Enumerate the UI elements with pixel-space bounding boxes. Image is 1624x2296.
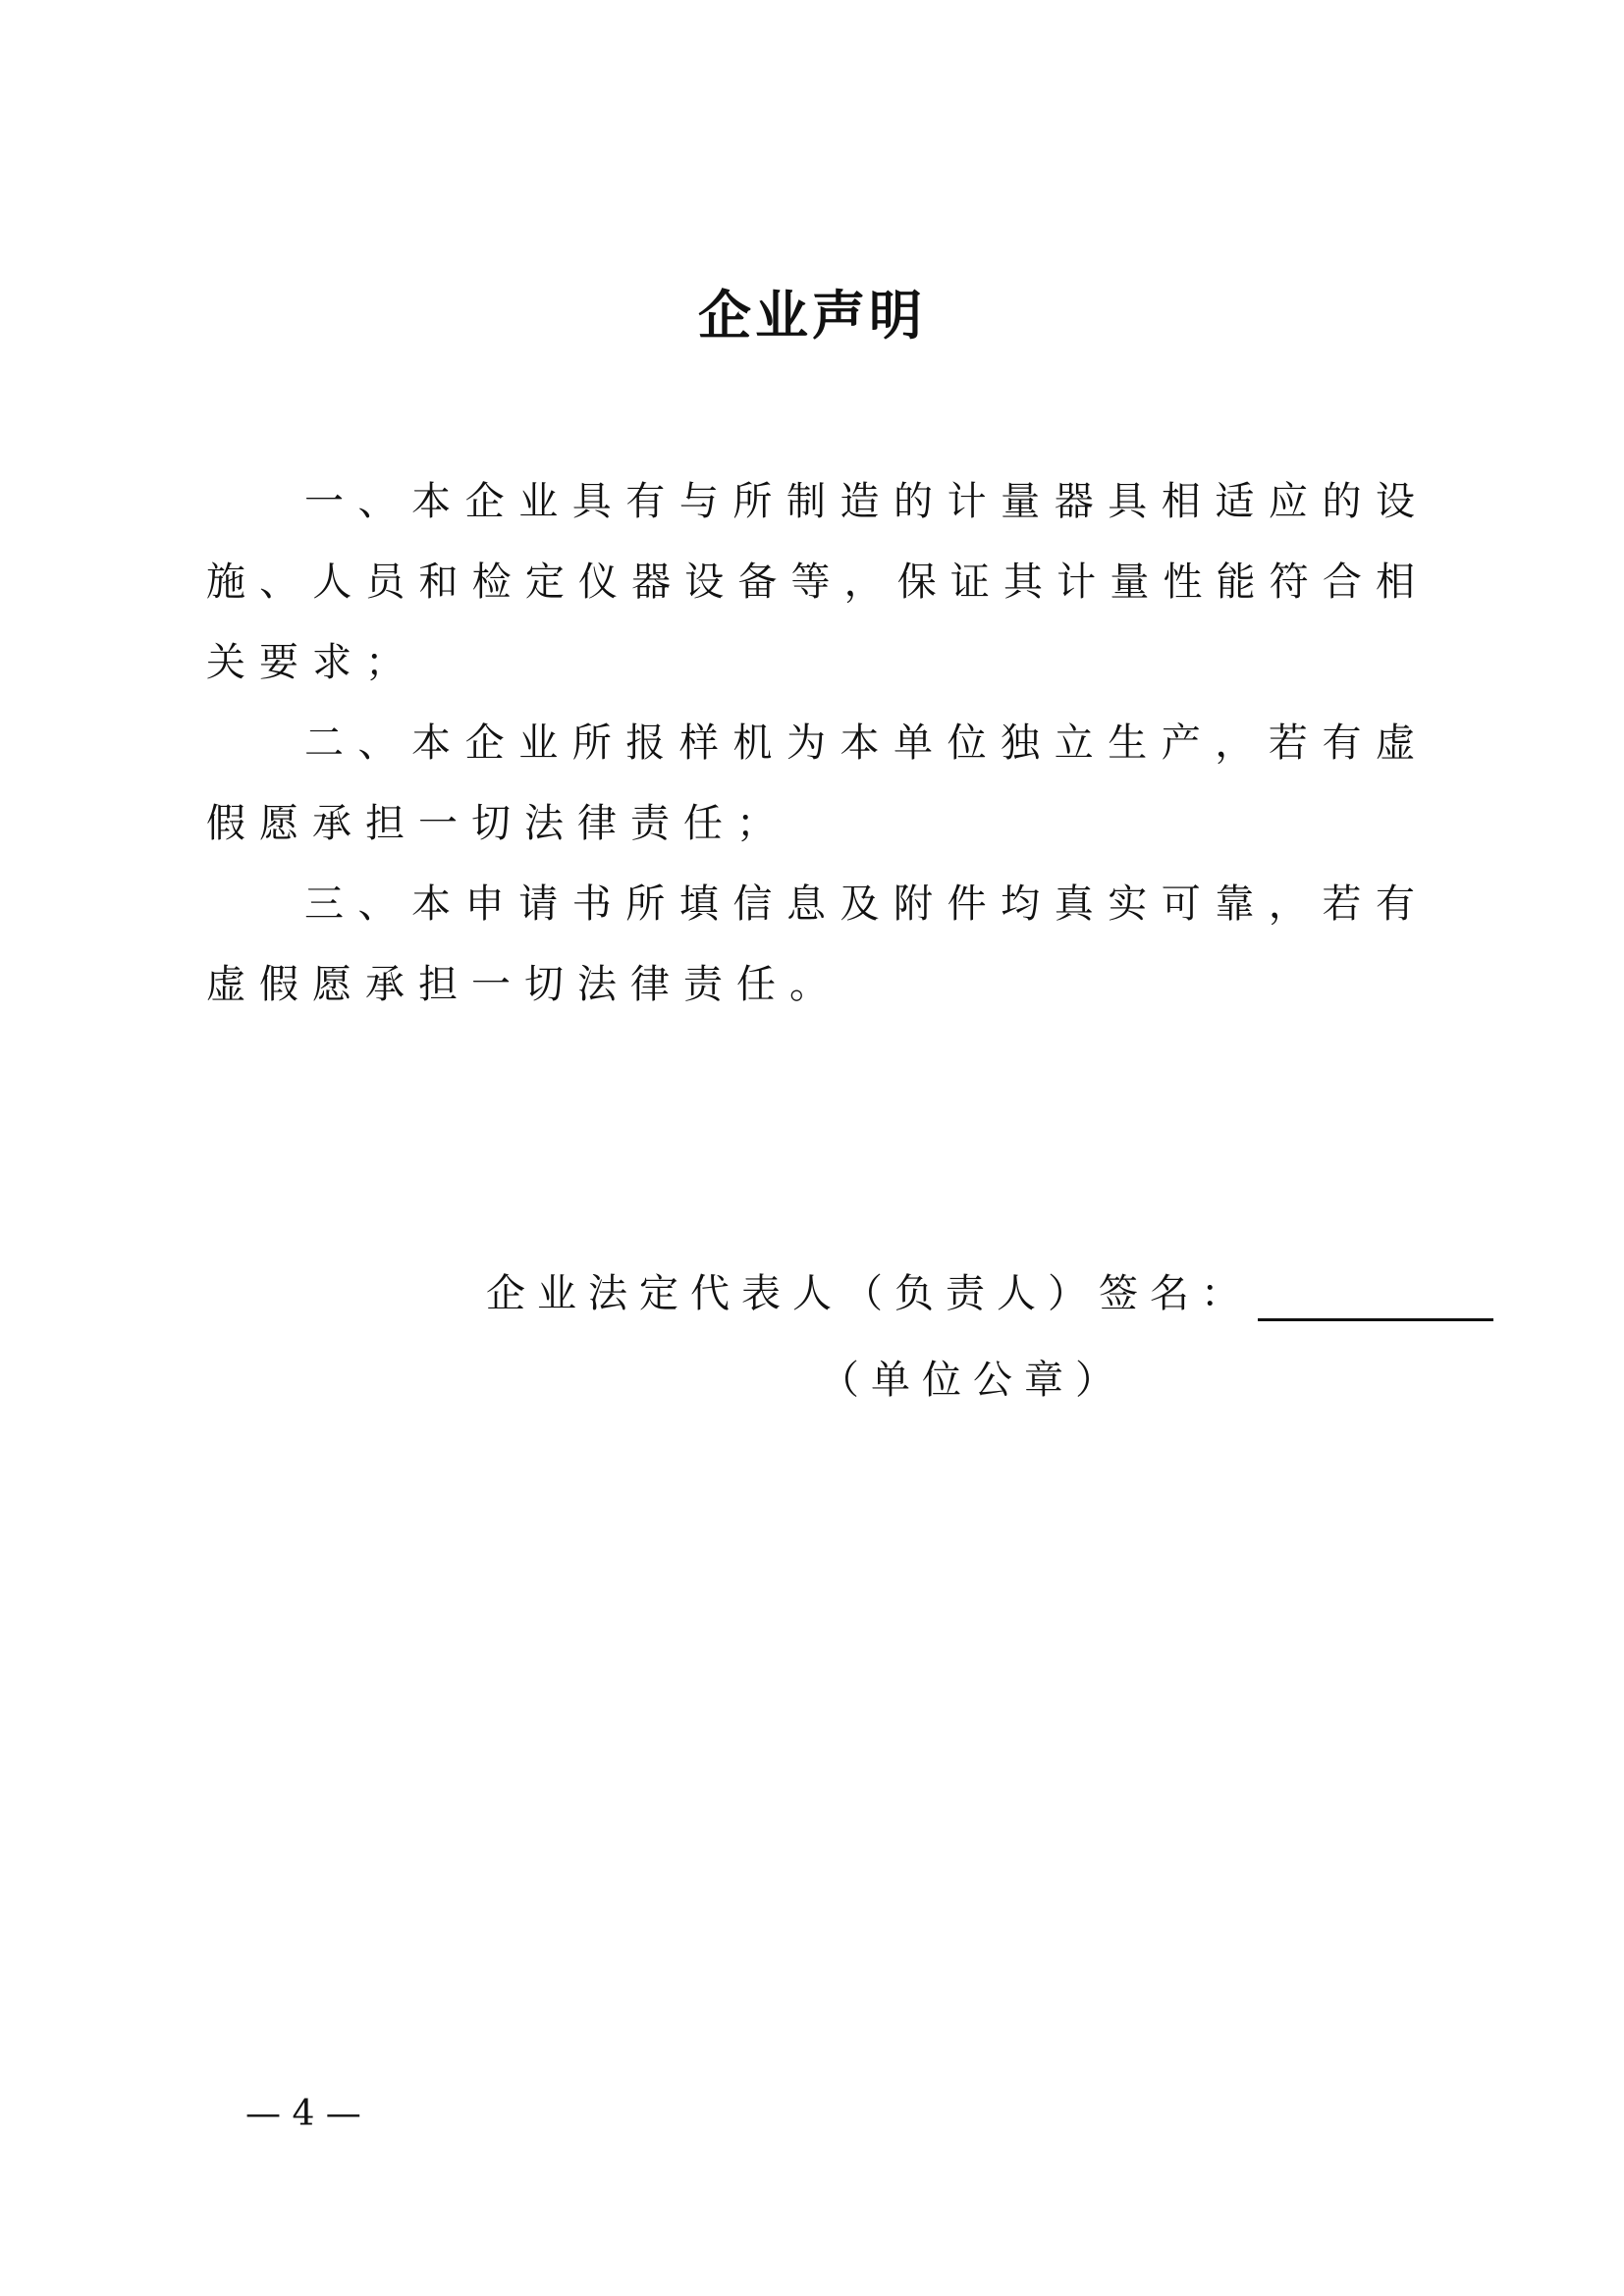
signature-field[interactable]: [1258, 1275, 1493, 1321]
page-number: — 4 —: [245, 2094, 361, 2134]
page-title: 企业声明: [698, 285, 926, 347]
signature-label: 企业法定代表人（负责人）签名：: [486, 1271, 1252, 1316]
signature-row: [486, 1266, 1493, 1321]
seal-label: （单位公章）: [820, 1358, 1126, 1403]
declaration-body: [206, 461, 1429, 1025]
declaration-item-2: 二、本企业所报样机为本单位独立生产，若有虚假愿承担一切法律责任；: [206, 721, 1429, 846]
declaration-item-3: 三、本申请书所填信息及附件均真实可靠，若有虚假愿承担一切法律责任。: [206, 881, 1429, 1007]
declaration-item-1: 一、本企业具有与所制造的计量器具相适应的设施、人员和检定仪器设备等，保证其计量性能符合相关要求；: [206, 479, 1429, 685]
